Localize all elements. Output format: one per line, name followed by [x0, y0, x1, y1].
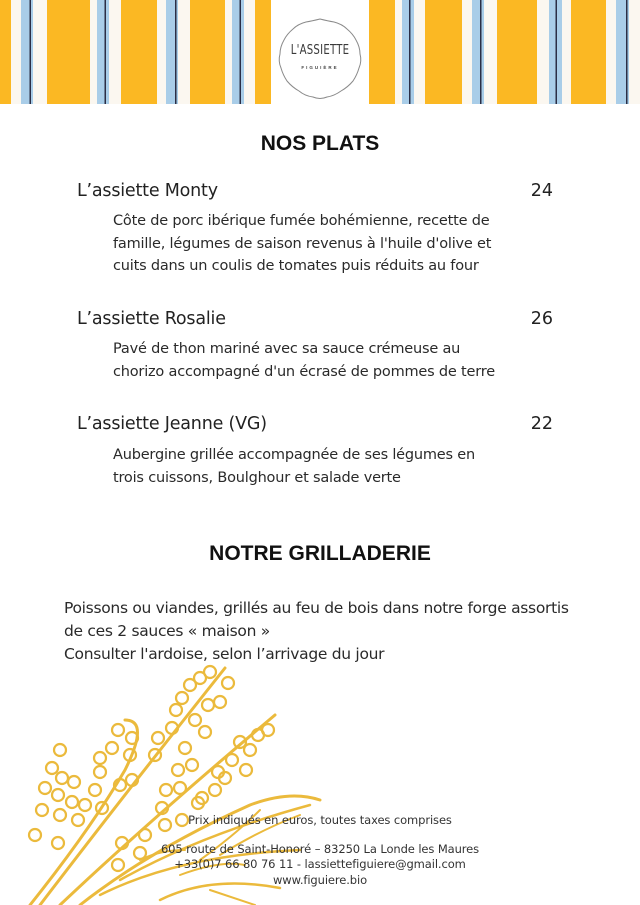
address: 605 route de Saint-Honoré – 83250 La Londe les Maures [160, 842, 480, 856]
dish-description [113, 210, 533, 278]
description-line: chorizo accompagné d'un écrasé de pommes de terre [113, 363, 495, 380]
grill-text-line: de ces 2 sauces « maison » [64, 622, 270, 640]
description-line: famille, légumes de saison revenus à l'huile d'olive et [113, 235, 492, 252]
dish-description [113, 338, 533, 383]
restaurant-logo [276, 16, 364, 102]
header-banner [0, 0, 640, 104]
contact-info: +33(0)7 66 80 76 11 - lassiettefiguiere@gmail.com [174, 857, 466, 871]
description-line: cuits dans un coulis de tomates puis réduits au four [113, 258, 479, 274]
section-title-grilladerie: NOTRE GRILLADERIE [209, 542, 431, 565]
description-line: Côte de porc ibérique fumée bohémienne, recette de [113, 213, 490, 229]
grill-text-line: Consulter l'ardoise, selon l’arrivage du jour [64, 645, 385, 663]
grilladerie-description [64, 597, 640, 666]
grill-text-line: Poissons ou viandes, grillés au feu de bois dans notre forge assortis [64, 599, 569, 617]
dish-name: L’assiette Rosalie [77, 309, 226, 329]
dish-name: L’assiette Jeanne (VG) [77, 414, 267, 434]
prices-note: Prix indiqués en euros, toutes taxes comprises [188, 813, 452, 827]
dish-name: L’assiette Monty [77, 181, 218, 201]
logo-subtitle: FIGUIÈRE [301, 65, 339, 70]
dish-description [113, 444, 533, 489]
description-line: Pavé de thon mariné avec sa sauce crémeuse au [113, 341, 461, 357]
dish-price: 26 [530, 309, 553, 329]
section-title-nos-plats: NOS PLATS [260, 132, 380, 155]
scalloped-badge-icon [276, 16, 364, 102]
dish-price: 22 [530, 414, 553, 434]
dish-price: 24 [530, 181, 553, 201]
description-line: Aubergine grillée accompagnée de ses légumes en [113, 447, 475, 463]
logo-title: L'ASSIETTE [290, 43, 350, 58]
description-line: trois cuissons, Boulghour et salade verte [113, 469, 401, 486]
website-link[interactable]: www.figuiere.bio [272, 873, 368, 887]
